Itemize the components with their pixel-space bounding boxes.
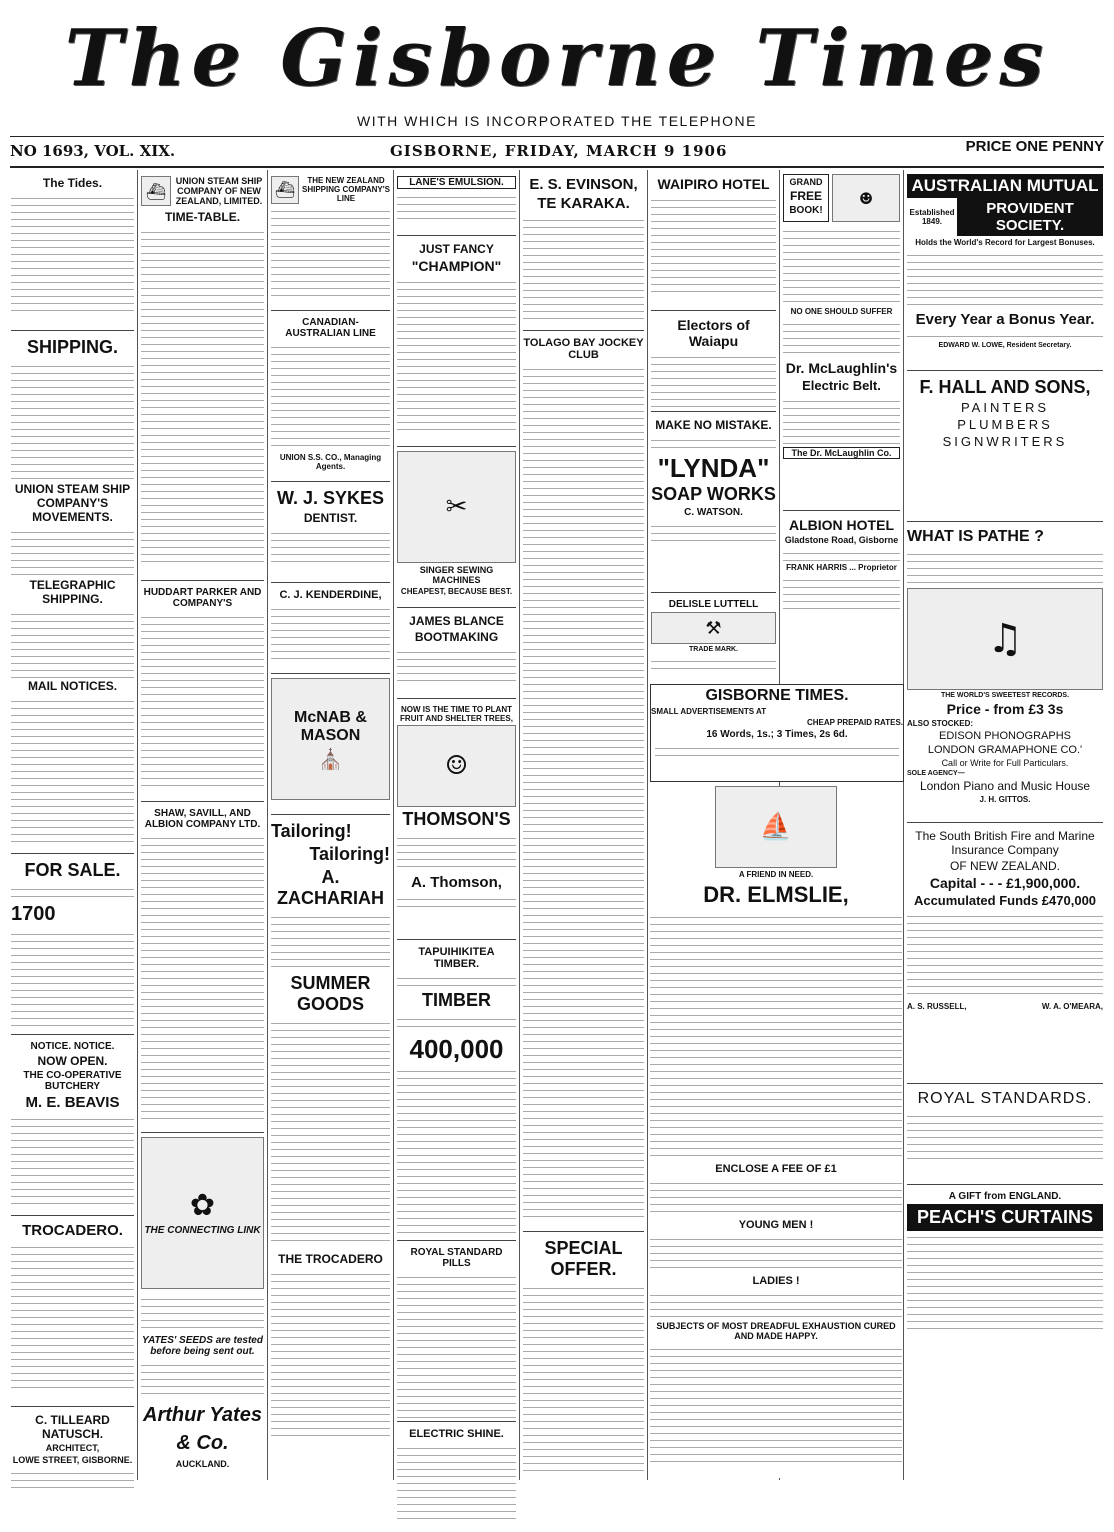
union-movements-text xyxy=(11,526,134,576)
column-4 xyxy=(394,170,520,1480)
funds-amount: Accumulated Funds £470,000 xyxy=(913,893,1097,908)
thomson-heading: THOMSON'S xyxy=(402,809,511,829)
kenderdine-ad xyxy=(271,583,390,674)
butchery-heading: THE CO-OPERATIVE BUTCHERY xyxy=(23,1070,122,1092)
kenderdine-name: C. J. KENDERDINE, xyxy=(279,589,382,601)
masthead-rule xyxy=(10,136,1104,137)
evinson-text xyxy=(523,214,644,324)
thomson-text xyxy=(397,832,516,872)
trocadero-2-heading: THE TROCADERO xyxy=(278,1252,383,1266)
timber-sizes xyxy=(397,1013,516,1033)
tolago-programme xyxy=(523,363,644,1223)
pathe-heading: WHAT IS PATHE ? xyxy=(907,528,1044,545)
south-british-heading: The South British Fire and Marine Insurance Company xyxy=(915,829,1095,857)
hall-name: F. HALL AND SONS, xyxy=(919,377,1091,397)
huddart-text xyxy=(141,611,264,791)
trocadero-heading: TROCADERO. xyxy=(22,1222,123,1239)
tolago-jockey-club-ad xyxy=(523,331,644,1232)
signwriters-label: SIGNWRITERS xyxy=(942,434,1068,449)
bootmaking-heading: BOOTMAKING xyxy=(414,630,499,644)
royal-standards-ad xyxy=(907,1084,1103,1185)
shaw-savill-ad xyxy=(141,802,264,1133)
edison-label: EDISON PHONOGRAPHS xyxy=(938,730,1072,742)
yates-illustration xyxy=(141,1137,264,1289)
amp-text xyxy=(907,249,1103,309)
electric-shine-heading: ELECTRIC SHINE. xyxy=(409,1428,504,1440)
natusch-profession: ARCHITECT, xyxy=(45,1443,100,1453)
amp-record: Holds the World's Record for Largest Bonuses. xyxy=(915,238,1095,247)
issue-number: NO 1693, VOL. XIX. xyxy=(10,142,176,160)
ladies-text xyxy=(650,1289,902,1319)
royal-pills-ad xyxy=(397,1241,516,1422)
elmslie-ad xyxy=(650,786,902,1478)
mcnab-mason-ad xyxy=(271,674,390,815)
painters-label: PAINTERS xyxy=(960,400,1050,415)
electors-text xyxy=(651,351,776,411)
timber-text xyxy=(397,1065,516,1235)
delisle-text xyxy=(651,655,776,673)
shipping-notice xyxy=(11,331,134,572)
shipping-heading: SHIPPING. xyxy=(26,337,119,357)
a-thomson-name: A. Thomson, xyxy=(411,874,502,891)
amp-footer xyxy=(907,330,1103,340)
trocadero-2-ad xyxy=(271,1246,390,1456)
piano-house: London Piano and Music House xyxy=(919,779,1091,793)
mail-text xyxy=(11,695,134,845)
special-offer-ad xyxy=(523,1232,644,1462)
summer-goods-text xyxy=(271,1017,390,1247)
phonograph-illustration xyxy=(907,588,1103,690)
beavis-name: M. E. BEAVIS xyxy=(25,1094,120,1111)
elmslie-text xyxy=(650,911,902,1161)
yates-list xyxy=(141,1359,264,1399)
tides-heading: The Tides. xyxy=(42,176,103,190)
now-open-heading: NOW OPEN. xyxy=(37,1054,108,1068)
royal-standards-heading: ROYAL STANDARDS. xyxy=(917,1090,1093,1107)
butchery-ad xyxy=(11,1035,134,1216)
telegraphic-heading: TELEGRAPHIC SHIPPING. xyxy=(29,578,116,606)
union-steamship-ad xyxy=(141,170,264,581)
free-label: FREE xyxy=(789,189,822,203)
also-stocked: ALSO STOCKED: xyxy=(907,719,974,728)
for-sale-heading: FOR SALE. xyxy=(24,860,121,880)
figure-icon: ☻ xyxy=(858,188,874,208)
electors-ad xyxy=(651,311,776,412)
lanes-heading: LANE'S EMULSION. xyxy=(397,176,516,189)
pathe-text xyxy=(907,548,1103,588)
fee-text xyxy=(650,1177,902,1217)
yates-city: AUCKLAND. xyxy=(175,1459,230,1469)
mclaughlin-intro xyxy=(783,225,900,305)
albion-address: Gladstone Road, Gisborne xyxy=(784,535,899,545)
acres-number: 1700 xyxy=(11,903,56,925)
telegraphic-text xyxy=(11,608,134,678)
tapuihikitea-intro xyxy=(397,972,516,988)
karaka-heading: TE KARAKA. xyxy=(537,195,630,212)
electors-heading: Electors of Waiapu xyxy=(677,317,750,349)
zachariah-text xyxy=(271,911,390,971)
singer-logo xyxy=(397,451,516,563)
elmslie-illustration xyxy=(715,786,837,868)
south-british-ad xyxy=(907,823,1103,1084)
amp-society-ad xyxy=(907,170,1103,371)
agency-label: SOLE AGENCY— xyxy=(907,770,965,777)
tapuihikitea-timber-ad xyxy=(397,940,516,1241)
arthur-yates-name: Arthur Yates & Co. xyxy=(143,1404,262,1454)
dateline xyxy=(10,138,1104,164)
newspaper-title: The Gisborne Times xyxy=(64,13,1050,104)
mclaughlin-co: The Dr. McLaughlin Co. xyxy=(783,447,900,459)
yates-seeds-text: YATES' SEEDS are tested before being sent out. xyxy=(142,1335,263,1357)
mail-notices xyxy=(11,673,134,854)
trade-mark-label: TRADE MARK. xyxy=(689,646,738,653)
natusch-ad xyxy=(11,1407,134,1497)
blance-ad xyxy=(397,608,516,699)
phonograph-icon: ♫ xyxy=(987,616,1023,662)
amp-established: Established 1849. xyxy=(909,208,955,226)
sykes-name: W. J. SYKES xyxy=(276,488,385,508)
nz-shipping-ad xyxy=(271,170,390,311)
singer-ad xyxy=(397,447,516,608)
gittos-name: J. H. GITTOS. xyxy=(979,795,1031,804)
tailoring-heading-1: Tailoring! xyxy=(271,821,352,841)
evinson-name: E. S. EVINSON, xyxy=(529,176,638,193)
thomson-address xyxy=(397,893,516,913)
trade-mark-illustration xyxy=(651,612,776,644)
capital-amount: Capital - - - £1,900,000. xyxy=(929,875,1081,891)
seed-packet-icon: ✿ xyxy=(189,1188,216,1223)
call-label: Call or Write for Full Particulars. xyxy=(941,758,1069,768)
shipping-text xyxy=(11,360,134,480)
lynda-soap-ad xyxy=(651,412,776,593)
summer-goods-heading: SUMMER GOODS xyxy=(290,973,371,1014)
suffer-heading: NO ONE SHOULD SUFFER xyxy=(790,307,893,316)
tides-notice xyxy=(11,170,134,331)
union-heading: UNION STEAM SHIP COMPANY OF NEW ZEALAND, LIMITED. xyxy=(175,176,263,206)
yates-link-text: THE CONNECTING LINK xyxy=(144,1225,261,1236)
shaw-text xyxy=(141,832,264,1122)
subjects-heading: SUBJECTS OF MOST DREADFUL EXHAUSTION CURED AND MADE HAPPY. xyxy=(656,1321,896,1341)
huddart-heading: HUDDART PARKER AND COMPANY'S xyxy=(143,587,262,609)
sewing-machine-icon: ✂ xyxy=(445,492,468,522)
peach-text xyxy=(907,1231,1103,1331)
watson-name: C. WATSON. xyxy=(684,507,743,518)
column-5 xyxy=(520,170,648,1480)
canadian-text xyxy=(271,341,390,451)
yates-text xyxy=(141,1293,264,1333)
butchery-text xyxy=(11,1113,134,1208)
special-offer-text xyxy=(523,1282,644,1472)
trocadero-2-text xyxy=(271,1268,390,1438)
belt-text xyxy=(783,395,900,445)
mclaughlin-name: Dr. McLaughlin's xyxy=(785,360,898,376)
natusch-address: LOWE STREET, GISBORNE. xyxy=(12,1455,133,1465)
waipiro-hotel-ad xyxy=(651,170,776,311)
small-ads-box xyxy=(650,684,904,782)
anvil-icon: ⚒ xyxy=(705,617,722,639)
issue-date: GISBORNE, FRIDAY, MARCH 9 1906 xyxy=(390,142,728,160)
prepaid-label: CHEAP PREPAID RATES. xyxy=(806,718,903,727)
tolago-heading: TOLAGO BAY JOCKEY CLUB xyxy=(523,337,644,361)
timber-heading: TIMBER xyxy=(422,990,491,1010)
trocadero-text xyxy=(11,1241,134,1391)
amp-heading: AUSTRALIAN MUTUAL xyxy=(907,174,1103,198)
albion-details xyxy=(783,574,900,610)
small-ads-title: GISBORNE TIMES. xyxy=(705,687,849,704)
royal-standards-text xyxy=(907,1110,1103,1160)
sykes-ad xyxy=(271,482,390,583)
royal-pills-heading: ROYAL STANDARD PILLS xyxy=(410,1247,503,1269)
south-british-text xyxy=(907,910,1103,1000)
yates-ad xyxy=(141,1133,264,1469)
figure-icon: ☺ xyxy=(444,751,469,781)
albion-heading: ALBION HOTEL xyxy=(789,517,894,533)
nz-shipping-text xyxy=(271,205,390,299)
column-3 xyxy=(268,170,394,1480)
hall-sons-ad xyxy=(907,371,1103,522)
champion-ad xyxy=(397,236,516,447)
issue-price: PRICE ONE PENNY xyxy=(965,138,1104,155)
zachariah-name: A. ZACHARIAH xyxy=(277,867,384,908)
peach-curtains-heading: PEACH'S CURTAINS xyxy=(907,1204,1103,1231)
delisle-name: DELISLE LUTTELL xyxy=(668,599,759,610)
amp-secretary: EDWARD W. LOWE, Resident Secretary. xyxy=(938,342,1072,349)
mcnab-name: McNAB & MASON xyxy=(294,709,367,744)
electric-shine-ad xyxy=(397,1422,516,1532)
column-1 xyxy=(8,170,138,1480)
belt-heading: Electric Belt. xyxy=(802,378,881,393)
kenderdine-text xyxy=(271,603,390,659)
canadian-australian-ad xyxy=(271,311,390,482)
subjects-text xyxy=(650,1343,902,1463)
singer-tagline: CHEAPEST, BECAUSE BEST. xyxy=(400,587,513,596)
elmslie-name: DR. ELMSLIE, xyxy=(703,882,849,907)
ship-icon: ⛵ xyxy=(759,812,793,842)
canadian-heading: CANADIAN-AUSTRALIAN LINE xyxy=(285,317,376,339)
newspaper-subtitle: WITH WHICH IS INCORPORATED THE TELEPHONE xyxy=(357,113,757,129)
free-book-box xyxy=(783,174,829,222)
natusch-name: C. TILLEARD NATUSCH. xyxy=(35,1413,110,1441)
plumbers-label: PLUMBERS xyxy=(957,417,1053,432)
belt-illustration xyxy=(832,174,900,222)
column-8 xyxy=(904,170,1106,1480)
delisle-ad xyxy=(651,593,776,694)
dateline-rule xyxy=(10,166,1104,168)
mistake-heading: MAKE NO MISTAKE. xyxy=(655,418,772,432)
column-2 xyxy=(138,170,268,1480)
for-sale-intro xyxy=(11,883,134,901)
bonus-year-heading: Every Year a Bonus Year. xyxy=(915,311,1095,328)
lanes-text xyxy=(397,191,516,221)
masthead xyxy=(0,0,1114,140)
albion-proprietor: FRANK HARRIS ... Proprietor xyxy=(786,563,897,572)
young-men-text xyxy=(650,1233,902,1273)
waipiro-text xyxy=(651,194,776,294)
mclaughlin-text xyxy=(783,318,900,358)
ship-icon: ⛴ xyxy=(141,176,171,206)
omeara-name: W. A. O'MEARA, xyxy=(1041,1002,1103,1011)
albion-hotel-ad xyxy=(783,511,900,631)
friend-heading: A FRIEND IN NEED. xyxy=(738,870,814,879)
book-label: BOOK! xyxy=(789,205,823,216)
nz-shipping-heading: THE NEW ZEALAND SHIPPING COMPANY'S LINE xyxy=(302,176,390,203)
mclaughlin-ad xyxy=(783,170,900,511)
soap-works-heading: SOAP WORKS xyxy=(651,484,776,504)
champion-text xyxy=(397,276,516,436)
timber-feet: 400,000 xyxy=(409,1034,504,1064)
tides-table xyxy=(11,192,134,312)
albion-text xyxy=(783,547,900,561)
lynda-name: "LYNDA" xyxy=(657,453,770,483)
small-ads-label: SMALL ADVERTISEMENTS AT xyxy=(651,707,767,716)
trocadero-ad xyxy=(11,1216,134,1407)
small-ads-text xyxy=(655,742,899,762)
timetable-heading: TIME-TABLE. xyxy=(164,210,241,224)
mail-heading: MAIL NOTICES. xyxy=(27,679,118,693)
small-ads-rates: 16 Words, 1s.; 3 Times, 2s 6d. xyxy=(706,729,848,740)
lynda-text xyxy=(651,520,776,542)
lynda-intro xyxy=(651,434,776,452)
grand-label: GRAND xyxy=(789,177,823,187)
ladies-heading: LADIES ! xyxy=(752,1275,800,1287)
sweetest-records: THE WORLD'S SWEETEST RECORDS. xyxy=(940,692,1070,699)
union-timetable xyxy=(141,226,264,566)
sykes-profession: DENTIST. xyxy=(303,511,358,525)
shaw-heading: SHAW, SAVILL, AND ALBION COMPANY LTD. xyxy=(144,808,261,830)
electric-shine-text xyxy=(397,1442,516,1522)
russell-name: A. S. RUSSELL, xyxy=(907,1002,967,1011)
blance-text xyxy=(397,646,516,686)
special-offer-heading: SPECIAL OFFER. xyxy=(544,1238,623,1279)
singer-heading: SINGER SEWING MACHINES xyxy=(419,565,494,585)
young-men-heading: YOUNG MEN ! xyxy=(738,1219,814,1231)
gift-heading: A GIFT from ENGLAND. xyxy=(948,1191,1062,1202)
fruit-trees-heading: NOW IS THE TIME TO PLANT FRUIT AND SHELTER TREES, xyxy=(400,705,513,723)
mcnab-illustration xyxy=(271,678,390,800)
fee-heading: ENCLOSE A FEE OF £1 xyxy=(715,1163,837,1175)
provident-heading: PROVIDENT SOCIETY. xyxy=(957,198,1103,236)
monument-icon: ⛪ xyxy=(318,747,343,771)
tailoring-heading-2: Tailoring! xyxy=(309,844,390,864)
evinson-ad xyxy=(523,170,644,331)
phonograph-price: Price - from £3 3s xyxy=(946,701,1064,717)
royal-pills-text xyxy=(397,1271,516,1421)
champion-heading: "CHAMPION" xyxy=(411,258,502,274)
for-sale-ad xyxy=(11,854,134,1035)
gramophone-label: LONDON GRAMAPHONE CO.' xyxy=(927,744,1083,756)
tapuihikitea-heading: TAPUIHIKITEA TIMBER. xyxy=(418,946,495,970)
peach-curtains-ad xyxy=(907,1185,1103,1345)
lanes-emulsion-ad xyxy=(397,170,516,236)
zachariah-ad xyxy=(271,815,390,1246)
notice-heading: NOTICE. NOTICE. xyxy=(30,1041,115,1052)
union-agents: UNION S.S. CO., Managing Agents. xyxy=(279,453,382,471)
telegraphic-notice xyxy=(11,572,134,673)
sykes-text xyxy=(271,527,390,563)
natusch-text xyxy=(11,1467,134,1493)
thomson-ad xyxy=(397,699,516,940)
huddart-parker-ad xyxy=(141,581,264,802)
blance-name: JAMES BLANCE xyxy=(409,614,504,628)
just-fancy-heading: JUST FANCY xyxy=(419,242,494,256)
ship-icon: ⛴ xyxy=(271,176,299,204)
union-movements-heading: UNION STEAM SHIP COMPANY'S MOVEMENTS. xyxy=(14,482,131,524)
take-advice-illustration xyxy=(397,725,516,807)
south-british-subheading: OF NEW ZEALAND. xyxy=(949,859,1060,873)
pathe-ad xyxy=(907,522,1103,823)
for-sale-text xyxy=(11,928,134,1028)
waipiro-heading: WAIPIRO HOTEL xyxy=(657,176,770,192)
